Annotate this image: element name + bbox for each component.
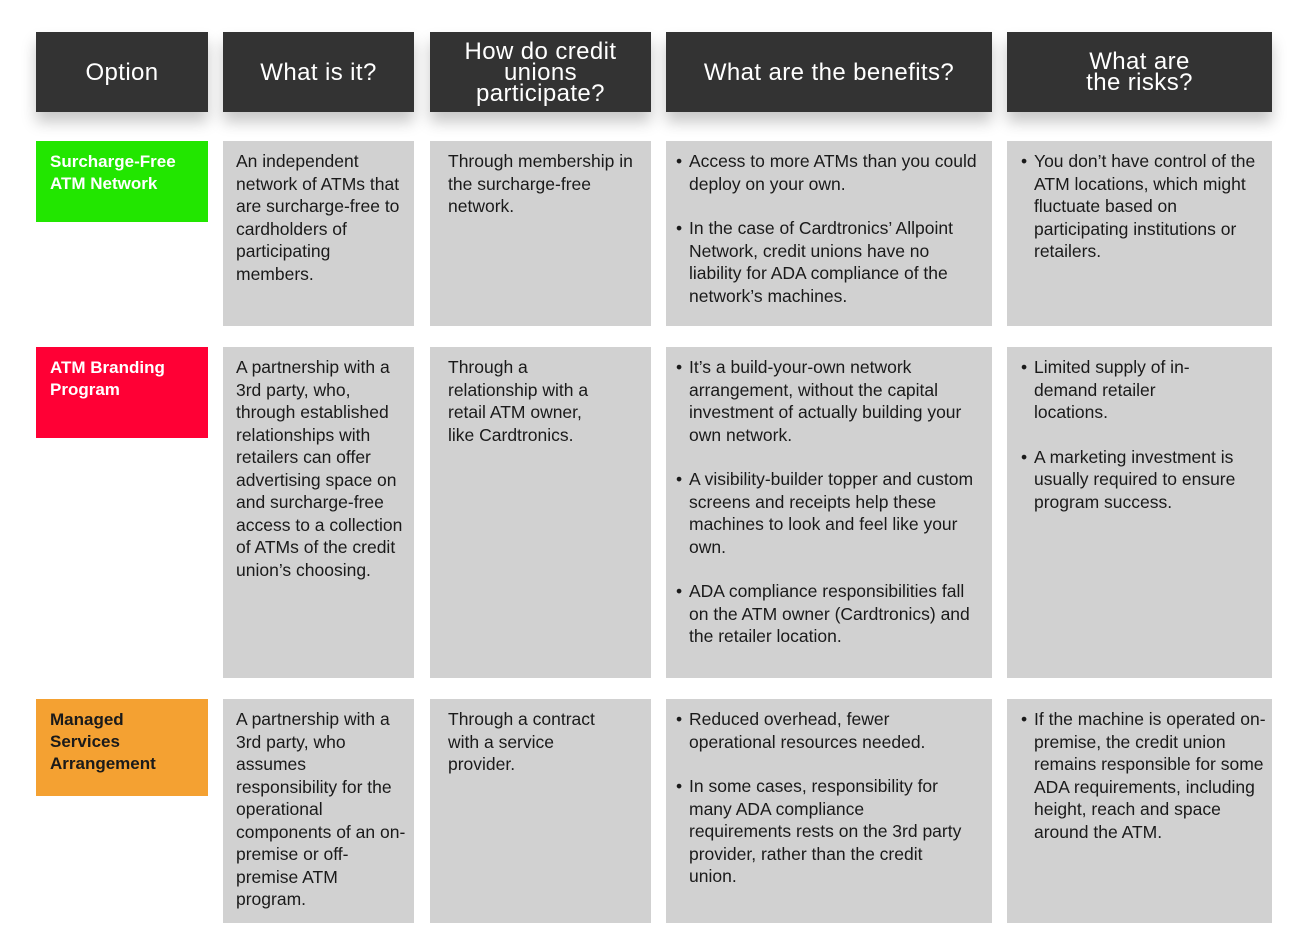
option-label: Surcharge-Free ATM Network: [50, 152, 176, 193]
list-item: • If the machine is operated on-premise, the credit union remains responsible for some ADA requirements, including height, reach and space around the ATM.: [1021, 708, 1266, 843]
list-item: • ADA compliance responsibilities fall on the ATM owner (Cardtronics) and the retailer location.: [676, 580, 984, 648]
cell-text: A partnership with a 3rd party, who, through established relationships with retailers can offer advertising space on and surcharge-free access to a collection of ATMs of the credit union’s choosing.: [236, 357, 403, 580]
benefits-list: [676, 708, 962, 888]
list-item: • In the case of Cardtronics’ Allpoint Network, credit unions have no liability for ADA compliance of the network’s machines.: [676, 217, 984, 307]
cell-what-row1: [223, 141, 414, 326]
list-item: • Limited supply of in-demand retailer locations.: [1021, 356, 1266, 424]
cell-risks-row2: [1007, 347, 1272, 678]
header-benefits: [666, 32, 992, 112]
cell-text: Through a relationship with a retail ATM owner, like Cardtronics.: [448, 357, 589, 445]
cell-text: An independent network of ATMs that are surcharge-free to cardholders of participating members.: [236, 151, 400, 284]
header-option-label: Option: [85, 58, 159, 86]
header-risks: [1007, 32, 1272, 112]
header-benefits-label: What are the benefits?: [703, 58, 955, 86]
list-item: • A marketing investment is usually required to ensure program success.: [1021, 446, 1266, 514]
cell-text: Through a contract with a service provider.: [448, 709, 595, 774]
header-how-participate: [430, 32, 651, 112]
list-item: • It’s a build-your-own network arrangement, without the capital investment of actually building your own network.: [676, 356, 984, 446]
cell-risks-row3: [1007, 699, 1272, 923]
risks-list: [1021, 708, 1266, 843]
cell-benefits-row1: [666, 141, 992, 326]
option-atm-branding: [36, 347, 208, 438]
list-item: • Reduced overhead, fewer operational resources needed.: [676, 708, 962, 753]
risks-list: [1021, 150, 1266, 263]
list-item: • Access to more ATMs than you could deploy on your own.: [676, 150, 984, 195]
header-risks-label: What are the risks?: [1086, 48, 1193, 96]
list-item: • You don’t have control of the ATM locations, which might fluctuate based on participating institutions or retailers.: [1021, 150, 1266, 263]
header-option: [36, 32, 208, 112]
benefits-list: [676, 356, 984, 648]
header-what-label: What is it?: [260, 58, 377, 86]
option-label: ATM Branding Program: [50, 358, 165, 399]
header-what-is-it: [223, 32, 414, 112]
header-how-label: How do credit unions participate?: [464, 37, 617, 107]
cell-text: Through membership in the surcharge-free network.: [448, 151, 633, 216]
cell-how-row3: [430, 699, 651, 923]
list-item: • In some cases, responsibility for many ADA compliance requirements rests on the 3rd party provider, rather than the credit union.: [676, 775, 962, 888]
cell-how-row1: [430, 141, 651, 326]
cell-what-row2: [223, 347, 414, 678]
cell-benefits-row2: [666, 347, 992, 678]
list-item: • A visibility-builder topper and custom screens and receipts help these machines to look and feel like your own.: [676, 468, 984, 558]
option-managed-services: [36, 699, 208, 796]
cell-risks-row1: [1007, 141, 1272, 326]
cell-text: A partnership with a 3rd party, who assumes responsibility for the operational components of an on-premise or off-premise ATM program.: [236, 709, 406, 909]
option-label: Managed Services Arrangement: [50, 710, 156, 773]
cell-how-row2: [430, 347, 651, 678]
cell-what-row3: [223, 699, 414, 923]
option-surcharge-free: [36, 141, 208, 222]
risks-list: [1021, 356, 1266, 513]
cell-benefits-row3: [666, 699, 992, 923]
benefits-list: [676, 150, 984, 307]
